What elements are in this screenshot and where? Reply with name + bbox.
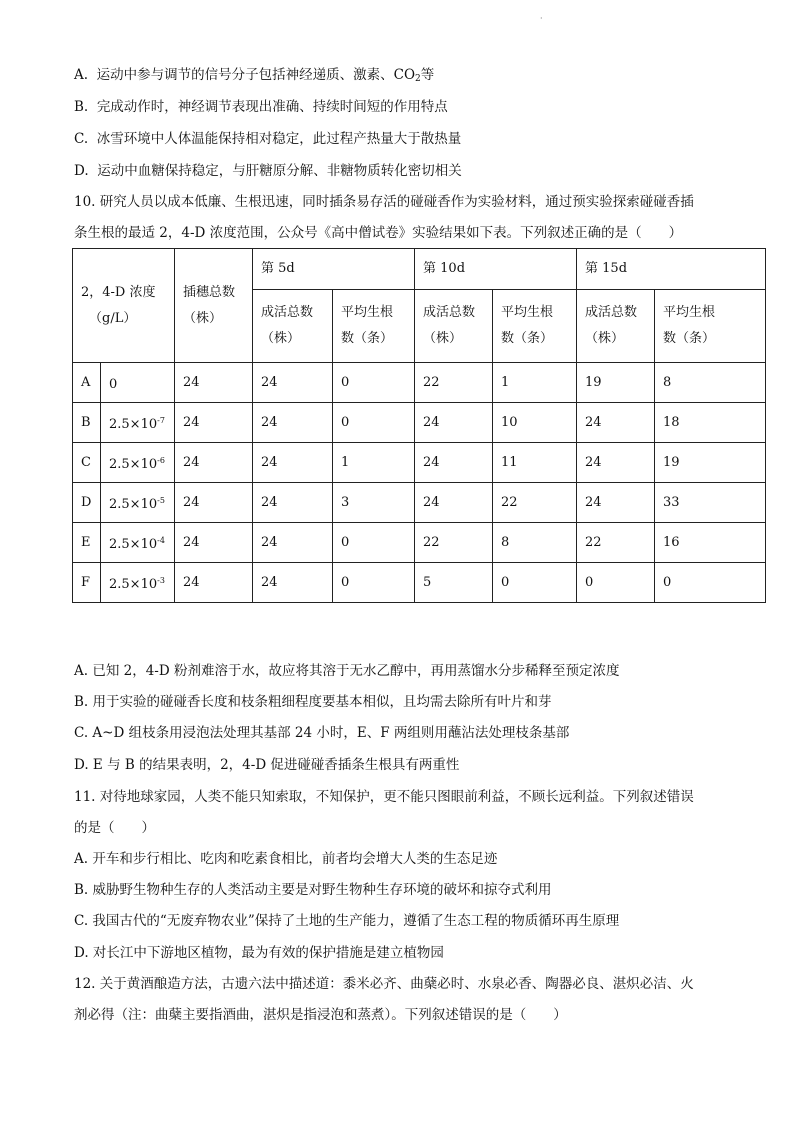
table-row [73,403,766,443]
value-cell: 1 [493,363,577,403]
value-cell: 22 [577,523,655,563]
sub-roots-10: 平均生根 数（条） [493,290,577,363]
table-row [73,563,766,603]
total-cell: 24 [175,523,253,563]
total-cell: 24 [175,443,253,483]
concentration-cell: $2.5\times 10^{-4}$ [101,523,175,563]
q11-option-c: C. 我国古代的“无废弃物农业”保持了土地的生产能力，遵循了生态工程的物质循环再生原理 [74,913,620,929]
value-cell: 22 [415,363,493,403]
value-cell: 8 [493,523,577,563]
value-cell: 0 [333,363,415,403]
table-row [73,483,766,523]
value-cell: 0 [333,523,415,563]
value-cell: 0 [333,563,415,603]
group-cell: A [73,363,101,403]
q10-option-d: D. E 与 B 的结果表明，2，4-D 促进碰碰香插条生根具有两重性 [74,757,460,773]
value-cell: 24 [415,403,493,443]
q9-option-b: B. 完成动作时，神经调节表现出准确、持续时间短的作用特点 [74,99,448,115]
value-cell: 0 [577,563,655,603]
group-cell: E [73,523,101,563]
value-cell: 8 [655,363,766,403]
value-cell: 22 [493,483,577,523]
q9-option-d: D. 运动中血糖保持稳定，与肝糖原分解、非糖物质转化密切相关 [74,163,462,179]
concentration-cell: $2.5\times 10^{-7}$ [101,403,175,443]
value-cell: 10 [493,403,577,443]
q9-option-c: C. 冰雪环境中人体温能保持相对稳定，此过程产热量大于散热量 [74,131,462,147]
value-cell: 24 [253,403,333,443]
q12-stem-line1: 12. 关于黄酒酿造方法，古遗六法中描述道：黍米必齐、曲蘖必时、水泉必香、陶器必良、湛炽必洁、火 [74,976,694,992]
value-cell: 24 [253,483,333,523]
value-cell: 0 [333,403,415,443]
q11-option-b: B. 威胁野生物种生存的人类活动主要是对野生物种生存环境的破坏和掠夺式利用 [74,882,552,898]
value-cell: 22 [415,523,493,563]
value-cell: 24 [415,483,493,523]
q10-stem-line2: 条生根的最适 2，4-D 浓度范围，公众号《高中僧试卷》实验结果如下表。下列叙述正确的是（ ） [74,225,683,241]
value-cell: 18 [655,403,766,443]
q10-option-c: C. A~D 组枝条用浸泡法处理其基部 24 小时，E、F 两组则用蘸沾法处理枝条基部 [74,725,570,741]
q11-option-d: D. 对长江中下游地区植物，最为有效的保护措施是建立植物园 [74,945,444,961]
total-cell: 24 [175,363,253,403]
value-cell: 24 [577,483,655,523]
header-day15: 第 15d [577,249,766,290]
value-cell: 16 [655,523,766,563]
q11-stem-line1: 11. 对待地球家园，人类不能只知索取，不知保护，更不能只图眼前利益，不顾长远利益。下列叙述错误 [74,789,694,805]
value-cell: 1 [333,443,415,483]
value-cell: 11 [493,443,577,483]
q9-option-a: A. 运动中参与调节的信号分子包括神经递质、激素、$CO_2$等 [74,67,435,84]
header-concentration: 2，4-D 浓度 （g/L） [73,249,175,363]
group-cell: F [73,563,101,603]
q10-stem-line1: 10. 研究人员以成本低廉、生根迅速，同时插条易存活的碰碰香作为实验材料，通过预实验探索碰碰香插 [74,194,694,210]
results-table [72,248,766,603]
concentration-cell: 0 [101,363,175,403]
table-row [73,363,766,403]
group-cell: D [73,483,101,523]
value-cell: 24 [577,403,655,443]
sub-roots-15: 平均生根 数（条） [655,290,766,363]
total-cell: 24 [175,563,253,603]
value-cell: 24 [253,363,333,403]
q11-option-a: A. 开车和步行相比、吃肉和吃素食相比，前者均会增大人类的生态足迹 [74,851,498,867]
value-cell: 0 [493,563,577,603]
q10-option-a: A. 已知 2，4-D 粉剂难溶于水，故应将其溶于无水乙醇中，再用蒸馏水分步稀释至预定浓度 [74,663,620,679]
total-cell: 24 [175,403,253,443]
header-day5: 第 5d [253,249,415,290]
sub-survival-5: 成活总数 （株） [253,290,333,363]
table-row [73,523,766,563]
page-dot: · [540,14,543,23]
group-cell: C [73,443,101,483]
value-cell: 5 [415,563,493,603]
value-cell: 24 [253,443,333,483]
sub-roots-5: 平均生根 数（条） [333,290,415,363]
value-cell: 24 [253,563,333,603]
sub-survival-15: 成活总数 （株） [577,290,655,363]
q10-option-b: B. 用于实验的碰碰香长度和枝条粗细程度要基本相似，且均需去除所有叶片和芽 [74,694,552,710]
table-body [73,363,766,603]
sub-survival-10: 成活总数 （株） [415,290,493,363]
value-cell: 19 [577,363,655,403]
value-cell: 19 [655,443,766,483]
total-cell: 24 [175,483,253,523]
value-cell: 24 [577,443,655,483]
header-total-cuttings: 插穗总数 （株） [175,249,253,363]
q12-stem-line2: 剂必得（注：曲蘖主要指酒曲，湛炽是指浸泡和蒸煮）。下列叙述错误的是（ ） [74,1007,567,1023]
value-cell: 3 [333,483,415,523]
group-cell: B [73,403,101,443]
value-cell: 0 [655,563,766,603]
concentration-cell: $2.5\times 10^{-5}$ [101,483,175,523]
q11-stem-line2: 的是（ ） [74,820,155,836]
concentration-cell: $2.5\times 10^{-6}$ [101,443,175,483]
value-cell: 24 [253,523,333,563]
header-day10: 第 10d [415,249,577,290]
value-cell: 33 [655,483,766,523]
value-cell: 24 [415,443,493,483]
table-row [73,443,766,483]
concentration-cell: $2.5\times 10^{-3}$ [101,563,175,603]
